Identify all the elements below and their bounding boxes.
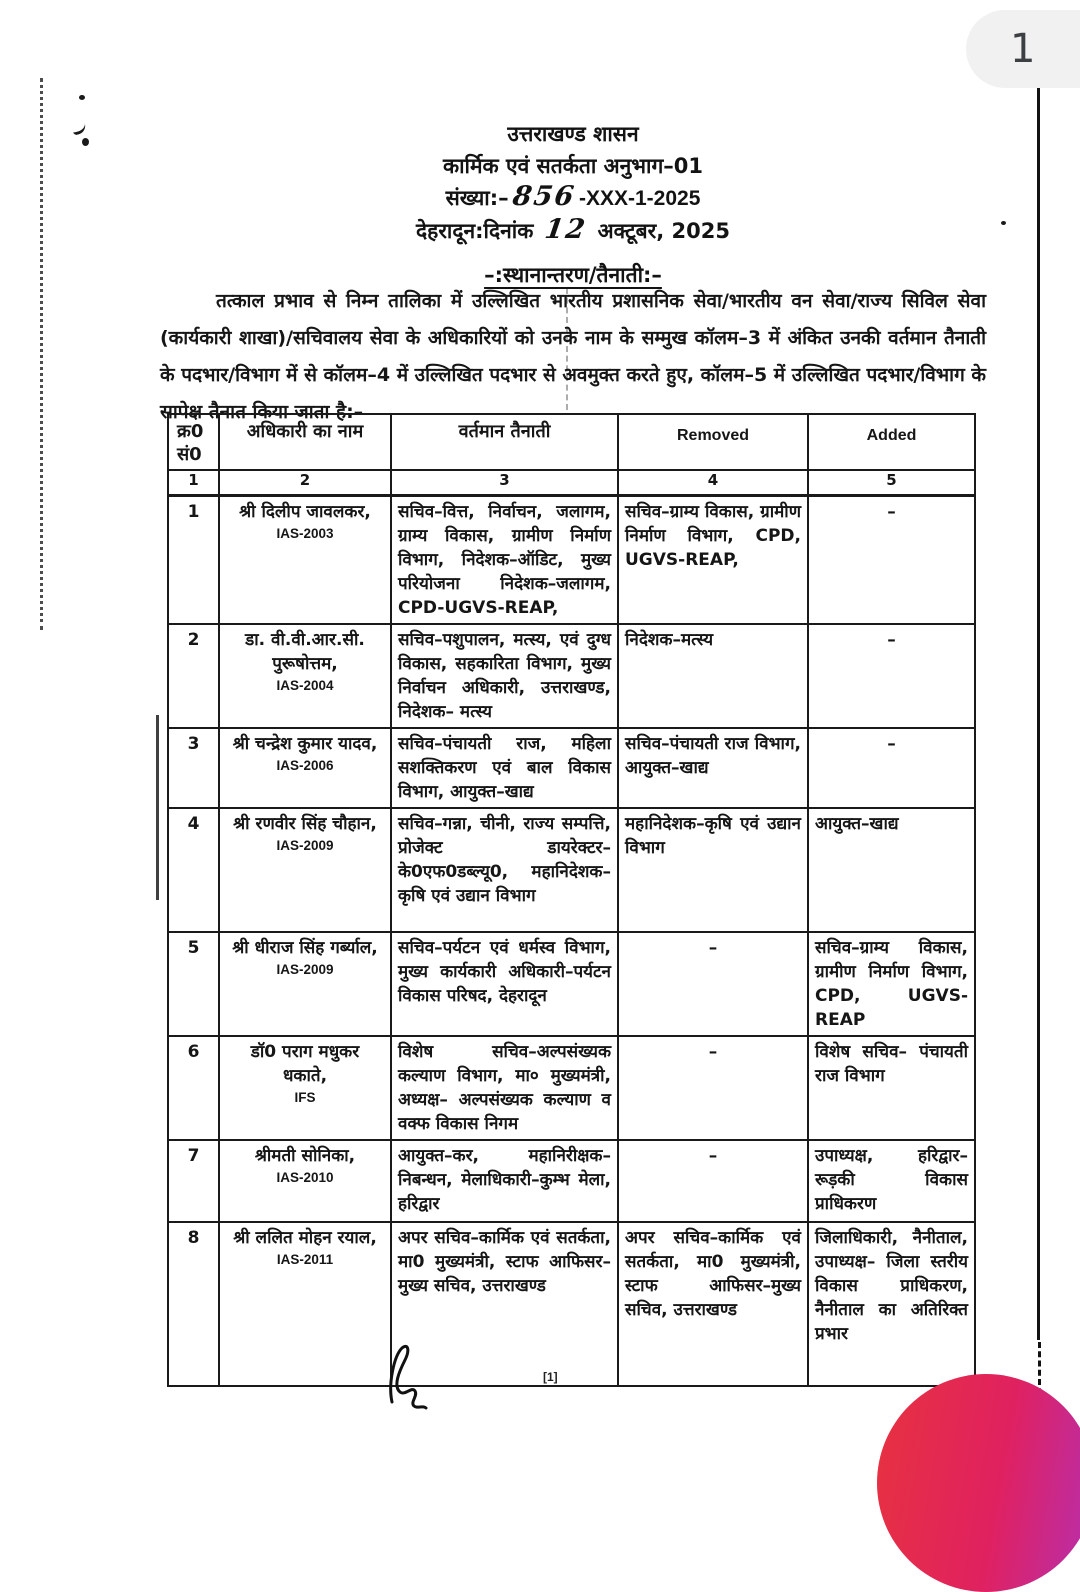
cell-officer-name — [219, 808, 391, 932]
table-row — [168, 1222, 975, 1386]
order-number-suffix: -XXX-1-2025 — [578, 187, 701, 210]
column-number: 4 — [618, 470, 808, 495]
table-row — [168, 1140, 975, 1222]
cell-serial: 7 — [168, 1140, 219, 1222]
page-number-badge[interactable] — [966, 10, 1080, 88]
cell-removed: अपर सचिव–कार्मिक एवं सतर्कता, मा0 मुख्यमंत्री, स्टाफ आफिसर–मुख्य सचिव, उत्तराखण्ड — [618, 1222, 808, 1386]
cell-added: – — [808, 495, 975, 624]
cell-removed: – — [618, 1036, 808, 1140]
scan-artifact-dots — [40, 78, 43, 630]
scan-smudge — [1001, 221, 1006, 225]
cell-officer-name — [219, 495, 391, 624]
page-fold-line — [1037, 88, 1040, 1340]
cell-removed: – — [618, 1140, 808, 1222]
officer-cadre: IAS-2004 — [276, 677, 334, 693]
date-prefix: देहरादून:दिनांक — [416, 219, 534, 243]
cell-current-posting: अपर सचिव–कार्मिक एवं सतर्कता, मा0 मुख्यमंत्री, स्टाफ आफिसर–मुख्य सचिव, उत्तराखण्ड — [391, 1222, 618, 1386]
officer-name: श्रीमती सोनिका, — [254, 1145, 356, 1166]
officer-name: श्री ललित मोहन रयाल, — [233, 1227, 377, 1248]
officer-cadre: IAS-2009 — [276, 837, 334, 853]
date-handwritten: 12 — [542, 214, 589, 245]
cell-current-posting: सचिव–पशुपालन, मत्स्य, एवं दुग्ध विकास, सहकारिता विभाग, मुख्य निर्वाचन अधिकारी, उत्तराखण्ड, निदेशक– मत्स्य — [391, 624, 618, 728]
column-number: 5 — [808, 470, 975, 495]
column-number: 3 — [391, 470, 618, 495]
scan-smudge — [70, 120, 87, 136]
date-line — [160, 215, 986, 247]
department-line: कार्मिक एवं सतर्कता अनुभाग–01 — [442, 154, 704, 178]
date-suffix: अक्टूबर, 2025 — [597, 219, 730, 243]
header-added: Added — [808, 414, 975, 470]
intro-paragraph: तत्काल प्रभाव से निम्न तालिका में उल्लिखित भारतीय प्रशासनिक सेवा/भारतीय वन सेवा/राज्य सिविल सेवा (कार्यकारी शाखा)/सचिवालय सेवा के अधिकारियों को उनके नाम के सम्मुख कॉलम–3 में अंकित उनकी वर्तमान तैनाती के पदभार/विभाग में से कॉलम–4 में उल्लिखित पदभार से अवमुक्त करते हुए, कॉलम–5 में उल्लिखित पदभार/विभाग के सापेक्ष तैनात किया जाता है:– — [160, 290, 986, 423]
table-row — [168, 495, 975, 624]
cell-officer-name — [219, 1140, 391, 1222]
table-row — [168, 728, 975, 808]
cell-serial: 6 — [168, 1036, 219, 1140]
transfer-order-table — [167, 413, 976, 1387]
cell-officer-name — [219, 1222, 391, 1386]
cell-officer-name — [219, 624, 391, 728]
cell-serial: 5 — [168, 932, 219, 1036]
officer-cadre: IAS-2003 — [276, 525, 334, 541]
officer-cadre: IFS — [294, 1089, 316, 1105]
officer-cadre: IAS-2010 — [276, 1169, 334, 1185]
document-header — [160, 118, 986, 291]
header-removed: Removed — [618, 414, 808, 470]
cell-removed: सचिव–पंचायती राज विभाग, आयुक्त–खाद्य — [618, 728, 808, 808]
cell-serial: 2 — [168, 624, 219, 728]
cell-added: आयुक्त–खाद्य — [808, 808, 975, 932]
cell-added: सचिव–ग्राम्य विकास, ग्रामीण निर्माण विभाग, CPD, UGVS-REAP — [808, 932, 975, 1036]
header-officer-name: अधिकारी का नाम — [219, 414, 391, 470]
cell-added: विशेष सचिव– पंचायती राज विभाग — [808, 1036, 975, 1140]
scan-artifact-streak — [156, 715, 159, 900]
table-row — [168, 808, 975, 932]
floating-action-button[interactable] — [877, 1374, 1080, 1592]
cell-added: उपाध्यक्ष, हरिद्वार–रूड़की विकास प्राधिकरण — [808, 1140, 975, 1222]
cell-added: – — [808, 624, 975, 728]
cell-current-posting: विशेष सचिव–अल्पसंख्यक कल्याण विभाग, मा० मुख्यमंत्री, अध्यक्ष– अल्पसंख्यक कल्याण व वक्फ विकास निगम — [391, 1036, 618, 1140]
column-number: 1 — [168, 470, 219, 495]
cell-current-posting: सचिव–वित्त, निर्वाचन, जलागम, ग्राम्य विकास, ग्रामीण निर्माण विभाग, निदेशक–ऑडिट, मुख्य परियोजना निदेशक–जलागम, CPD-UGVS-REAP, — [391, 495, 618, 624]
govt-title: उत्तराखण्ड शासन — [507, 122, 639, 146]
subject-text: –:स्थानान्तरण/तैनाती:– — [484, 263, 662, 287]
cell-removed: निदेशक–मत्स्य — [618, 624, 808, 728]
scan-smudge — [79, 95, 85, 100]
officer-name: डॉ0 पराग मधुकर धकाते, — [250, 1041, 360, 1086]
cell-removed: – — [618, 932, 808, 1036]
table-row — [168, 1036, 975, 1140]
cell-current-posting: सचिव–पंचायती राज, महिला सशक्तिकरण एवं बाल विकास विभाग, आयुक्त–खाद्य — [391, 728, 618, 808]
officer-name: श्री रणवीर सिंह चौहान, — [233, 813, 377, 834]
header-serial: क्र0 सं0 — [168, 414, 219, 470]
table-header-row — [168, 414, 975, 470]
cell-officer-name — [219, 932, 391, 1036]
table-row — [168, 624, 975, 728]
cell-current-posting: आयुक्त–कर, महानिरीक्षक–निबन्धन, मेलाधिकारी–कुम्भ मेला, हरिद्वार — [391, 1140, 618, 1222]
cell-removed: सचिव–ग्राम्य विकास, ग्रामीण निर्माण विभाग, CPD, UGVS-REAP, — [618, 495, 808, 624]
page-number-label: 1 — [1010, 26, 1036, 72]
officer-cadre: IAS-2006 — [276, 757, 334, 773]
cell-serial: 1 — [168, 495, 219, 624]
cell-removed: महानिदेशक–कृषि एवं उद्यान विभाग — [618, 808, 808, 932]
table-row — [168, 932, 975, 1036]
order-number-prefix: संख्या:– — [445, 186, 509, 210]
cell-current-posting: सचिव–गन्ना, चीनी, राज्य सम्पत्ति, प्रोजेक्ट डायरेक्टर– के0एफ0डब्ल्यू0, महानिदेशक–कृषि एवं उद्यान विभाग — [391, 808, 618, 932]
cell-serial: 3 — [168, 728, 219, 808]
officer-name: श्री धीराज सिंह गर्ब्याल, — [232, 937, 378, 958]
column-number-row — [168, 470, 975, 495]
officer-name: डा. वी.वी.आर.सी. पुरूषोत्तम, — [245, 629, 365, 674]
signature-mark — [378, 1342, 430, 1420]
officer-cadre: IAS-2009 — [276, 961, 334, 977]
cell-officer-name — [219, 1036, 391, 1140]
officer-cadre: IAS-2011 — [276, 1251, 334, 1267]
cell-officer-name — [219, 728, 391, 808]
order-number-handwritten: 856 — [510, 181, 578, 212]
cell-added: – — [808, 728, 975, 808]
column-number: 2 — [219, 470, 391, 495]
cell-current-posting: सचिव–पर्यटन एवं धर्मस्व विभाग, मुख्य कार्यकारी अधिकारी–पर्यटन विकास परिषद, देहरादून — [391, 932, 618, 1036]
officer-name: श्री दिलीप जावलकर, — [239, 501, 371, 522]
cell-serial: 8 — [168, 1222, 219, 1386]
header-current-posting: वर्तमान तैनाती — [391, 414, 618, 470]
cell-serial: 4 — [168, 808, 219, 932]
footer-page-number: [1] — [543, 1370, 558, 1384]
scan-smudge — [82, 138, 89, 146]
order-number-line — [160, 182, 986, 215]
cell-added: जिलाधिकारी, नैनीताल, उपाध्यक्ष– जिला स्तरीय विकास प्राधिकरण, नैनीताल का अतिरिक्त प्रभार — [808, 1222, 975, 1386]
officer-name: श्री चन्द्रेश कुमार यादव, — [232, 733, 378, 754]
